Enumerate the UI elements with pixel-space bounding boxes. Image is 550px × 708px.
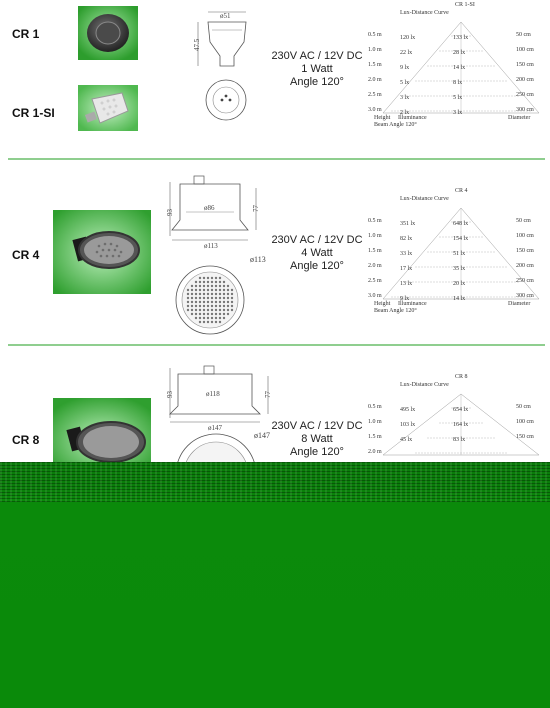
led-dot: [207, 317, 209, 319]
led-dot: [211, 285, 213, 287]
product-name-cr4: CR 4: [12, 248, 40, 262]
height-label: 0.5 m: [368, 404, 382, 410]
diameter-label: 200 cm: [516, 263, 534, 269]
footer-illuminance-label: Illuminance: [398, 115, 427, 121]
lux-value-center: 35 lx: [453, 266, 466, 272]
led-dot: [211, 281, 213, 283]
product-photo-cr4: [53, 210, 151, 294]
led-dot: [203, 317, 205, 319]
diameter-label: 100 cm: [516, 233, 534, 239]
section-divider: [8, 344, 545, 346]
dimension-label: ø113: [250, 255, 266, 264]
height-label: 0.5 m: [368, 218, 382, 224]
section-divider: [8, 158, 545, 160]
product-photo-cr1-si: [78, 85, 138, 131]
led-dot: [199, 305, 201, 307]
led-dot: [227, 313, 229, 315]
lux-value-center: 133 lx: [453, 35, 469, 41]
height-label: 1.5 m: [368, 62, 382, 68]
led-dot: [207, 289, 209, 291]
led-dot: [215, 313, 217, 315]
led-dot: [215, 309, 217, 311]
spec-angle: Angle 120°: [290, 260, 344, 272]
led-dot: [223, 309, 225, 311]
lux-value-left: 45 lx: [400, 437, 413, 443]
height-label: 2.0 m: [368, 449, 382, 455]
led-dot: [215, 281, 217, 283]
green-footer-band: [0, 462, 550, 708]
led-dot: [191, 301, 193, 303]
led-dot: [215, 305, 217, 307]
led-dot: [207, 281, 209, 283]
lux-value-left: 5 lx: [400, 80, 410, 86]
footer-beam-angle: Beam Angle 120°: [374, 308, 417, 314]
led-dot: [207, 285, 209, 287]
dimension-label: ø86: [204, 204, 215, 212]
height-label: 2.5 m: [368, 278, 382, 284]
spec-voltage: 230V AC / 12V DC: [271, 420, 363, 432]
led-dot: [223, 293, 225, 295]
led-dot: [211, 277, 213, 279]
footer-height-label: Height: [374, 115, 391, 121]
led-dot: [191, 289, 193, 291]
lux-value-left: 9 lx: [400, 296, 410, 302]
diameter-label: 50 cm: [516, 32, 531, 38]
led-dot: [203, 293, 205, 295]
height-label: 3.0 m: [368, 293, 382, 299]
led-dot: [211, 301, 213, 303]
product-photo-cr8: [53, 398, 151, 462]
lux-value-left: 33 lx: [400, 251, 413, 257]
led-dot: [203, 301, 205, 303]
lux-value-left: 120 lx: [400, 35, 416, 41]
lux-value-left: 351 lx: [400, 221, 416, 227]
led-dot: [215, 317, 217, 319]
led-dot: [203, 309, 205, 311]
led-dot: [219, 277, 221, 279]
led-dot: [199, 289, 201, 291]
lux-value-center: 20 lx: [453, 281, 466, 287]
curve-title: CR 4: [455, 188, 468, 194]
product-section-cr8: [0, 348, 550, 462]
led-dot: [195, 285, 197, 287]
led-dot: [231, 289, 233, 291]
led-dot: [223, 281, 225, 283]
dimension-label: ø147: [208, 424, 222, 432]
curve-title: CR 1-SI: [455, 2, 475, 8]
led-dot: [199, 281, 201, 283]
led-dot: [207, 293, 209, 295]
led-dot: [195, 317, 197, 319]
spec-wattage: 8 Watt: [301, 433, 333, 445]
led-dot: [191, 293, 193, 295]
lux-value-left: 495 lx: [400, 407, 416, 413]
led-dot: [199, 297, 201, 299]
led-dot: [223, 289, 225, 291]
led-dot: [223, 301, 225, 303]
diameter-label: 100 cm: [516, 47, 534, 53]
diameter-label: 250 cm: [516, 278, 534, 284]
led-dot: [219, 313, 221, 315]
led-dot: [187, 293, 189, 295]
diameter-label: 100 cm: [516, 419, 534, 425]
lux-value-center: 648 lx: [453, 221, 469, 227]
height-label: 0.5 m: [368, 32, 382, 38]
led-dot: [199, 293, 201, 295]
led-dot: [227, 285, 229, 287]
lux-value-left: 17 lx: [400, 266, 413, 272]
diameter-label: 200 cm: [516, 77, 534, 83]
lux-value-center: 3 lx: [453, 110, 463, 116]
led-dot: [195, 293, 197, 295]
led-dot: [207, 277, 209, 279]
led-dot: [199, 285, 201, 287]
led-dot: [215, 297, 217, 299]
diameter-label: 150 cm: [516, 434, 534, 440]
lux-value-left: 3 lx: [400, 95, 410, 101]
led-dot: [211, 321, 213, 323]
led-dot: [219, 309, 221, 311]
spec-block-cr1: [262, 50, 372, 89]
lux-value-center: 83 lx: [453, 437, 466, 443]
led-dot: [215, 285, 217, 287]
height-label: 3.0 m: [368, 107, 382, 113]
led-dot: [199, 321, 201, 323]
diameter-label: 50 cm: [516, 218, 531, 224]
diameter-label: 150 cm: [516, 62, 534, 68]
curve-subtitle: Lux-Distance Curve: [400, 196, 449, 202]
led-dot: [227, 305, 229, 307]
led-dot: [215, 289, 217, 291]
led-dot: [199, 317, 201, 319]
led-dot: [227, 301, 229, 303]
led-dot: [207, 309, 209, 311]
dimension-label: ø51: [220, 12, 231, 20]
footer-diameter-label: Diameter: [508, 301, 531, 307]
led-dot: [207, 297, 209, 299]
led-dot: [219, 305, 221, 307]
led-dot: [207, 321, 209, 323]
product-name-cr1: CR 1: [12, 27, 40, 41]
height-label: 2.0 m: [368, 263, 382, 269]
led-dot: [207, 313, 209, 315]
led-dot: [187, 297, 189, 299]
diameter-label: 300 cm: [516, 293, 534, 299]
led-dot: [203, 285, 205, 287]
led-dot: [195, 313, 197, 315]
led-dot: [191, 285, 193, 287]
led-dot: [199, 313, 201, 315]
curve-subtitle: Lux-Distance Curve: [400, 382, 449, 388]
lux-value-center: 51 lx: [453, 251, 466, 257]
led-dot: [231, 309, 233, 311]
led-dot: [203, 289, 205, 291]
led-dot: [231, 297, 233, 299]
led-dot: [195, 301, 197, 303]
led-dot: [219, 297, 221, 299]
led-dot: [223, 305, 225, 307]
height-label: 1.0 m: [368, 47, 382, 53]
led-dot: [195, 297, 197, 299]
led-dot: [231, 301, 233, 303]
led-dot: [211, 305, 213, 307]
spec-voltage: 230V AC / 12V DC: [271, 50, 363, 62]
dimension-label: 77: [252, 205, 260, 212]
footer-beam-angle: Beam Angle 120°: [374, 122, 417, 128]
lux-distance-curve-cr4: [366, 186, 546, 324]
led-dot: [219, 301, 221, 303]
lux-distance-curve-cr1: [366, 0, 546, 138]
led-dot: [211, 313, 213, 315]
led-dot: [203, 313, 205, 315]
led-dot: [215, 321, 217, 323]
led-dot: [211, 317, 213, 319]
diameter-label: 50 cm: [516, 404, 531, 410]
height-label: 1.5 m: [368, 248, 382, 254]
led-dot: [223, 313, 225, 315]
led-dot: [219, 317, 221, 319]
led-dot: [191, 313, 193, 315]
lux-value-center: 654 lx: [453, 407, 469, 413]
led-dot: [187, 305, 189, 307]
led-dot: [199, 309, 201, 311]
spec-angle: Angle 120°: [290, 76, 344, 88]
led-dot: [191, 309, 193, 311]
technical-drawing-cr4: [164, 174, 274, 342]
spec-voltage: 230V AC / 12V DC: [271, 234, 363, 246]
product-section-cr4: [0, 162, 550, 344]
dimension-label: 77: [264, 391, 272, 398]
dimension-label: ø113: [204, 242, 218, 250]
height-label: 2.5 m: [368, 92, 382, 98]
lux-value-left: 82 lx: [400, 236, 413, 242]
led-dot: [219, 321, 221, 323]
product-photo-cr1: [78, 6, 138, 60]
spec-block-cr4: [262, 234, 372, 273]
led-dot: [211, 293, 213, 295]
product-name-cr8: CR 8: [12, 433, 40, 447]
led-dot: [227, 293, 229, 295]
spec-wattage: 1 Watt: [301, 63, 333, 75]
led-dot: [211, 297, 213, 299]
led-dot: [199, 277, 201, 279]
lux-value-center: 5 lx: [453, 95, 463, 101]
height-label: 1.0 m: [368, 233, 382, 239]
led-dot: [195, 281, 197, 283]
led-dot: [203, 297, 205, 299]
product-section-cr1: [0, 0, 550, 158]
lux-value-left: 13 lx: [400, 281, 413, 287]
led-dot: [223, 285, 225, 287]
lux-value-center: 154 lx: [453, 236, 469, 242]
dimension-label: ø147: [254, 431, 270, 440]
led-dot: [195, 309, 197, 311]
diameter-label: 150 cm: [516, 248, 534, 254]
led-dot: [191, 297, 193, 299]
product-name-cr1-si: CR 1-SI: [12, 106, 55, 120]
lux-value-left: 22 lx: [400, 50, 413, 56]
led-dot: [195, 289, 197, 291]
spec-angle: Angle 120°: [290, 446, 344, 458]
led-dot: [187, 289, 189, 291]
spec-wattage: 4 Watt: [301, 247, 333, 259]
led-dot: [207, 301, 209, 303]
led-dot: [203, 281, 205, 283]
dimension-label: ø118: [206, 390, 220, 398]
lux-value-left: 2 lx: [400, 110, 410, 116]
band-stripes: [0, 462, 550, 502]
led-dot: [223, 317, 225, 319]
led-dot: [219, 281, 221, 283]
led-dot: [207, 305, 209, 307]
height-label: 2.0 m: [368, 77, 382, 83]
lux-value-center: 14 lx: [453, 296, 466, 302]
dimension-label: 93: [166, 391, 174, 398]
led-dot: [211, 289, 213, 291]
lux-distance-curve-cr8: [366, 372, 546, 462]
diameter-label: 250 cm: [516, 92, 534, 98]
led-dot: [215, 293, 217, 295]
dimension-label: 93: [166, 209, 174, 216]
led-dot: [219, 285, 221, 287]
spec-block-cr8: [262, 420, 372, 459]
height-label: 1.5 m: [368, 434, 382, 440]
diameter-label: 300 cm: [516, 107, 534, 113]
led-dot: [231, 305, 233, 307]
led-dot: [203, 321, 205, 323]
led-dot: [219, 289, 221, 291]
lux-value-center: 28 lx: [453, 50, 466, 56]
footer-diameter-label: Diameter: [508, 115, 531, 121]
led-dot: [203, 277, 205, 279]
led-dot: [195, 305, 197, 307]
led-dot: [227, 309, 229, 311]
led-dot: [187, 301, 189, 303]
led-dot: [187, 309, 189, 311]
technical-drawing-cr1: [186, 8, 266, 128]
led-dot: [191, 305, 193, 307]
led-dot: [227, 297, 229, 299]
led-dot: [219, 293, 221, 295]
led-dot: [223, 297, 225, 299]
led-dot: [215, 277, 217, 279]
led-dot: [199, 301, 201, 303]
lux-value-center: 164 lx: [453, 422, 469, 428]
footer-illuminance-label: Illuminance: [398, 301, 427, 307]
lux-value-left: 9 lx: [400, 65, 410, 71]
led-dot: [227, 289, 229, 291]
lux-value-left: 103 lx: [400, 422, 416, 428]
lux-value-center: 8 lx: [453, 80, 463, 86]
height-label: 1.0 m: [368, 419, 382, 425]
lux-value-center: 14 lx: [453, 65, 466, 71]
led-dot: [215, 301, 217, 303]
led-dot: [231, 293, 233, 295]
footer-height-label: Height: [374, 301, 391, 307]
curve-subtitle: Lux-Distance Curve: [400, 10, 449, 16]
dimension-label: 47.5: [193, 38, 201, 51]
led-dot: [203, 305, 205, 307]
curve-title: CR 8: [455, 374, 468, 380]
led-dot: [211, 309, 213, 311]
